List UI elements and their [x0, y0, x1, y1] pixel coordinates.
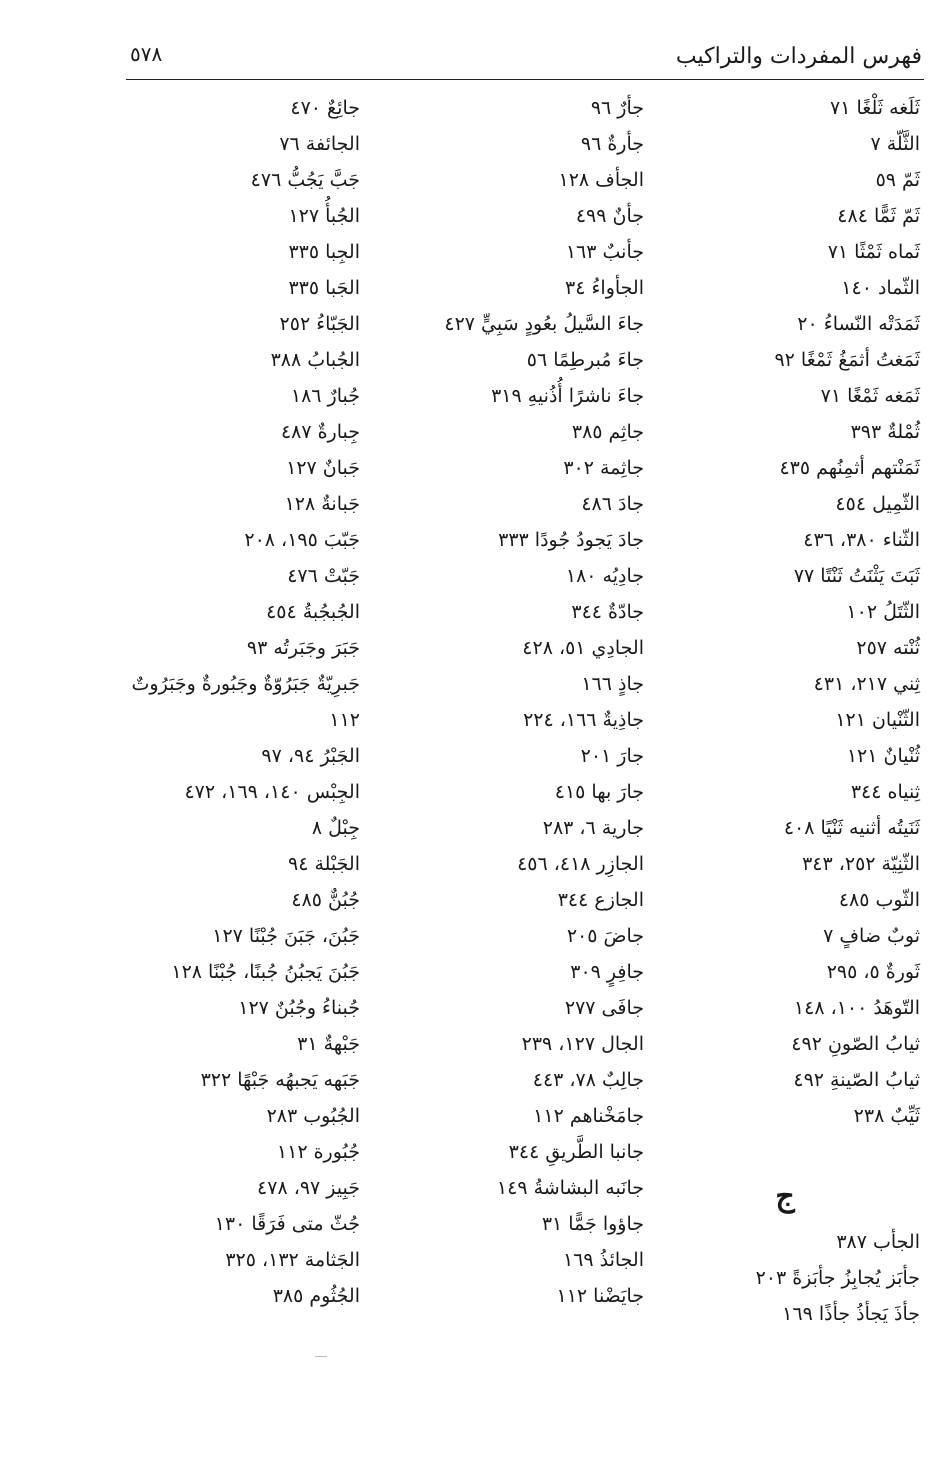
index-entry: الجُثُوم ٣٨٥	[272, 1285, 360, 1307]
index-entry: الجازِر ٤١٨، ٤٥٦	[517, 853, 644, 875]
index-entry: ثَيِّبٌ ٢٣٨	[853, 1105, 920, 1127]
index-entry: جُبُورة ١١٢	[276, 1141, 360, 1163]
right-column	[620, 90, 920, 1332]
index-entry: جأبَز يُجابِزُ جأبَزةً ٢٠٣	[755, 1267, 920, 1289]
index-entry: ثَمّ ثَمًّا ٤٨٤	[837, 205, 920, 227]
index-entry: ثَنَيتُه أثنيه ثَنْيًا ٤٠٨	[783, 817, 920, 839]
index-entry: جافَى ٢٧٧	[564, 997, 644, 1019]
index-entry: جِبارةٌ ٤٨٧	[280, 421, 360, 443]
index-entry: جاثِمة ٣٠٢	[563, 457, 644, 479]
index-entry: جأنبٌ ١٦٣	[565, 241, 644, 263]
index-entry: جاءَ مُبرطِمًا ٥٦	[526, 349, 644, 371]
index-entry: جاؤوا جَمًّا ٣١	[541, 1213, 644, 1235]
index-entry: جاثِم ٣٨٥	[571, 421, 644, 443]
index-entry: الثّمِيل ٤٥٤	[835, 493, 920, 515]
index-entry: جاءَ السَّيلُ بعُودٍ سَبِيٍّ ٤٢٧	[444, 313, 644, 335]
index-entry: الجُبأُ ١٢٧	[288, 205, 360, 227]
index-entry: جانبا الطَّريقِ ٣٤٤	[508, 1141, 644, 1163]
index-entry: الجَبا ٣٣٥	[288, 277, 360, 299]
index-entry: ثَلَغه ثَلْغًا ٧١	[830, 97, 920, 119]
index-entry: ثَماه ثَمْثًا ٧١	[827, 241, 920, 263]
index-entry: جَبانٌ ١٢٧	[286, 457, 360, 479]
index-entry: الجُبُوب ٢٨٣	[266, 1105, 360, 1127]
index-entry: جأذَ يَجأذُ جأذًا ١٦٩	[782, 1303, 920, 1325]
index-entry: الثّناء ٣٨٠، ٤٣٦	[803, 529, 920, 551]
index-entry: جانَبه البشاشةُ ١٤٩	[496, 1177, 644, 1199]
index-entry: جُبُنٌّ ٤٨٥	[291, 889, 360, 911]
index-entry: ثيابُ الصّينةِ ٤٩٢	[793, 1069, 920, 1091]
index-entry: الجأواءُ ٣٤	[565, 277, 644, 299]
index-entry: الجَبْلة ٩٤	[287, 853, 360, 875]
index-entry: جأرةٌ ٩٦	[580, 133, 644, 155]
index-entry: ثَمَنْتهم أثمِنُهم ٤٣٥	[779, 457, 920, 479]
bottom-mark	[315, 1356, 327, 1357]
index-entry: الجَبّاءُ ٢٥٢	[279, 313, 360, 335]
index-entry: جاءَ ناشرًا أُذُنيهِ ٣١٩	[491, 385, 644, 407]
index-entry: الجَثامة ١٣٢، ٣٢٥	[225, 1249, 360, 1271]
index-entry: ثَورةٌ ٥، ٢٩٥	[826, 961, 920, 983]
index-entry: جاذِيةٌ ١٦٦، ٢٢٤	[523, 709, 644, 731]
index-entry: ثِني ٢١٧، ٤٣١	[813, 673, 920, 695]
index-entry: جادَ يَجودُ جُودًا ٣٣٣	[498, 529, 644, 551]
index-entry: الجأب ٣٨٧	[836, 1231, 920, 1253]
index-entry: جأرٌ ٩٦	[590, 97, 644, 119]
index-entry: ثَبَتَ يَثْنَتُ ثَنْتًا ٧٧	[793, 565, 920, 587]
index-entry: جاضَ ٢٠٥	[566, 925, 644, 947]
index-entry: جارية ٦، ٢٨٣	[542, 817, 644, 839]
index-entry: الجائذُ ١٦٩	[562, 1249, 644, 1271]
page-number: ٥٧٨	[130, 42, 163, 66]
left-column	[20, 90, 360, 1314]
index-entry: جادَ ٤٨٦	[581, 493, 644, 515]
header-rule	[126, 79, 924, 80]
index-entry: جَبِيز ٩٧، ٤٧٨	[257, 1177, 360, 1199]
index-entry: جِبْلٌ ٨	[311, 817, 360, 839]
index-columns	[0, 90, 938, 1330]
index-entry: ثَمَدَتْه النّساءُ ٢٠	[797, 313, 920, 335]
index-entry: التّوهَدُ ١٠٠، ١٤٨	[793, 997, 920, 1019]
index-entry: جافِرٍ ٣٠٩	[570, 961, 644, 983]
index-entry: جَبَرَ وجَبَرتُه ٩٣	[246, 637, 360, 659]
index-entry: جَبّبَ ١٩٥، ٢٠٨	[244, 529, 360, 551]
section-letter-jim: ج	[775, 1179, 795, 1214]
index-entry: الجُبابُ ٣٨٨	[270, 349, 360, 371]
index-entry: ١١٢	[329, 709, 360, 731]
index-entry: جايَضْنا ١١٢	[556, 1285, 644, 1307]
index-entry: الثّتَلُ ١٠٢	[846, 601, 920, 623]
index-entry: الجُبجُبةُ ٤٥٤	[266, 601, 360, 623]
index-entry: الجائفة ٧٦	[279, 133, 360, 155]
index-entry: جُبارٌ ١٨٦	[290, 385, 360, 407]
index-entry: الثّنِيّة ٢٥٢، ٣٤٣	[802, 853, 920, 875]
index-entry: الجال ١٢٧، ٢٣٩	[521, 1033, 644, 1055]
index-entry: ثُنْيانٌ ١٢١	[846, 745, 920, 767]
index-entry: جارَ ٢٠١	[580, 745, 644, 767]
index-entry: الجِبْس ١٤٠، ١٦٩، ٤٧٢	[184, 781, 360, 803]
page-header	[0, 38, 938, 78]
index-entry: جائِعٌ ٤٧٠	[290, 97, 360, 119]
index-entry: جارَ بها ٤١٥	[554, 781, 644, 803]
index-entry: الثّماد ١٤٠	[841, 277, 920, 299]
index-entry: ثَمَغتُ أثمَغُ ثَمْغًا ٩٢	[774, 349, 920, 371]
index-entry: جَبرِيّةٌ جَبَرُوّةٌ وجَبُورةٌ وجَبَرُوتٌ	[131, 673, 360, 695]
index-entry: جادّةٌ ٣٤٤	[571, 601, 644, 623]
index-entry: الجأف ١٢٨	[558, 169, 644, 191]
index-entry: جالِبٌ ٧٨، ٤٤٣	[532, 1069, 644, 1091]
index-entry: جَبْهةٌ ٣١	[297, 1033, 360, 1055]
section-spacer	[620, 1134, 920, 1170]
index-entry: ثيابُ الصّونِ ٤٩٢	[791, 1033, 920, 1055]
index-entry: جَبُنَ، جَبَنَ جُبْنًا ١٢٧	[212, 925, 360, 947]
index-entry: جاذٍ ١٦٦	[581, 673, 644, 695]
index-entry: جَبانةٌ ١٢٨	[284, 493, 360, 515]
index-entry: جامَخْناهم ١١٢	[533, 1105, 644, 1127]
index-entry: ثَمّ ٥٩	[875, 169, 920, 191]
index-entry: الجَبْرُ ٩٤، ٩٧	[261, 745, 360, 767]
index-entry: الجازع ٣٤٤	[557, 889, 644, 911]
index-entry: جَبَهه يَجبهُه جَبْهًا ٣٢٢	[200, 1069, 360, 1091]
index-entry: جَبَّ يَجُبُّ ٤٧٦	[250, 169, 360, 191]
index-entry: جُثّ متى فَرَقًا ١٣٠	[214, 1213, 360, 1235]
index-entry: ثُنْته ٢٥٧	[856, 637, 920, 659]
index-entry: جأنٌ ٤٩٩	[575, 205, 644, 227]
index-entry: ثَمَغه ثَمْغًا ٧١	[820, 385, 920, 407]
index-entry: جادِيُه ١٨٠	[565, 565, 644, 587]
index-entry: جَبُنَ يَجبُنُ جُبنًا، جُبْنًا ١٢٨	[171, 961, 360, 983]
index-entry: الثّوب ٤٨٥	[838, 889, 920, 911]
index-entry: الثّنْيان ١٢١	[835, 709, 920, 731]
running-title: فهرس المفردات والتراكيب	[675, 44, 922, 69]
index-entry: الثَّلّة ٧	[870, 133, 920, 155]
index-entry: جُبناءُ وجُبُنٌ ١٢٧	[238, 997, 360, 1019]
index-entry: ثُمْلةٌ ٣٩٣	[850, 421, 920, 443]
index-entry: الجادِي ٥١، ٤٢٨	[522, 637, 644, 659]
index-entry: جَبّتْ ٤٧٦	[287, 565, 360, 587]
index-entry: ثوبٌ ضافٍ ٧	[823, 925, 920, 947]
index-entry: الجِبا ٣٣٥	[288, 241, 360, 263]
index-entry: ثِنياه ٣٤٤	[850, 781, 920, 803]
